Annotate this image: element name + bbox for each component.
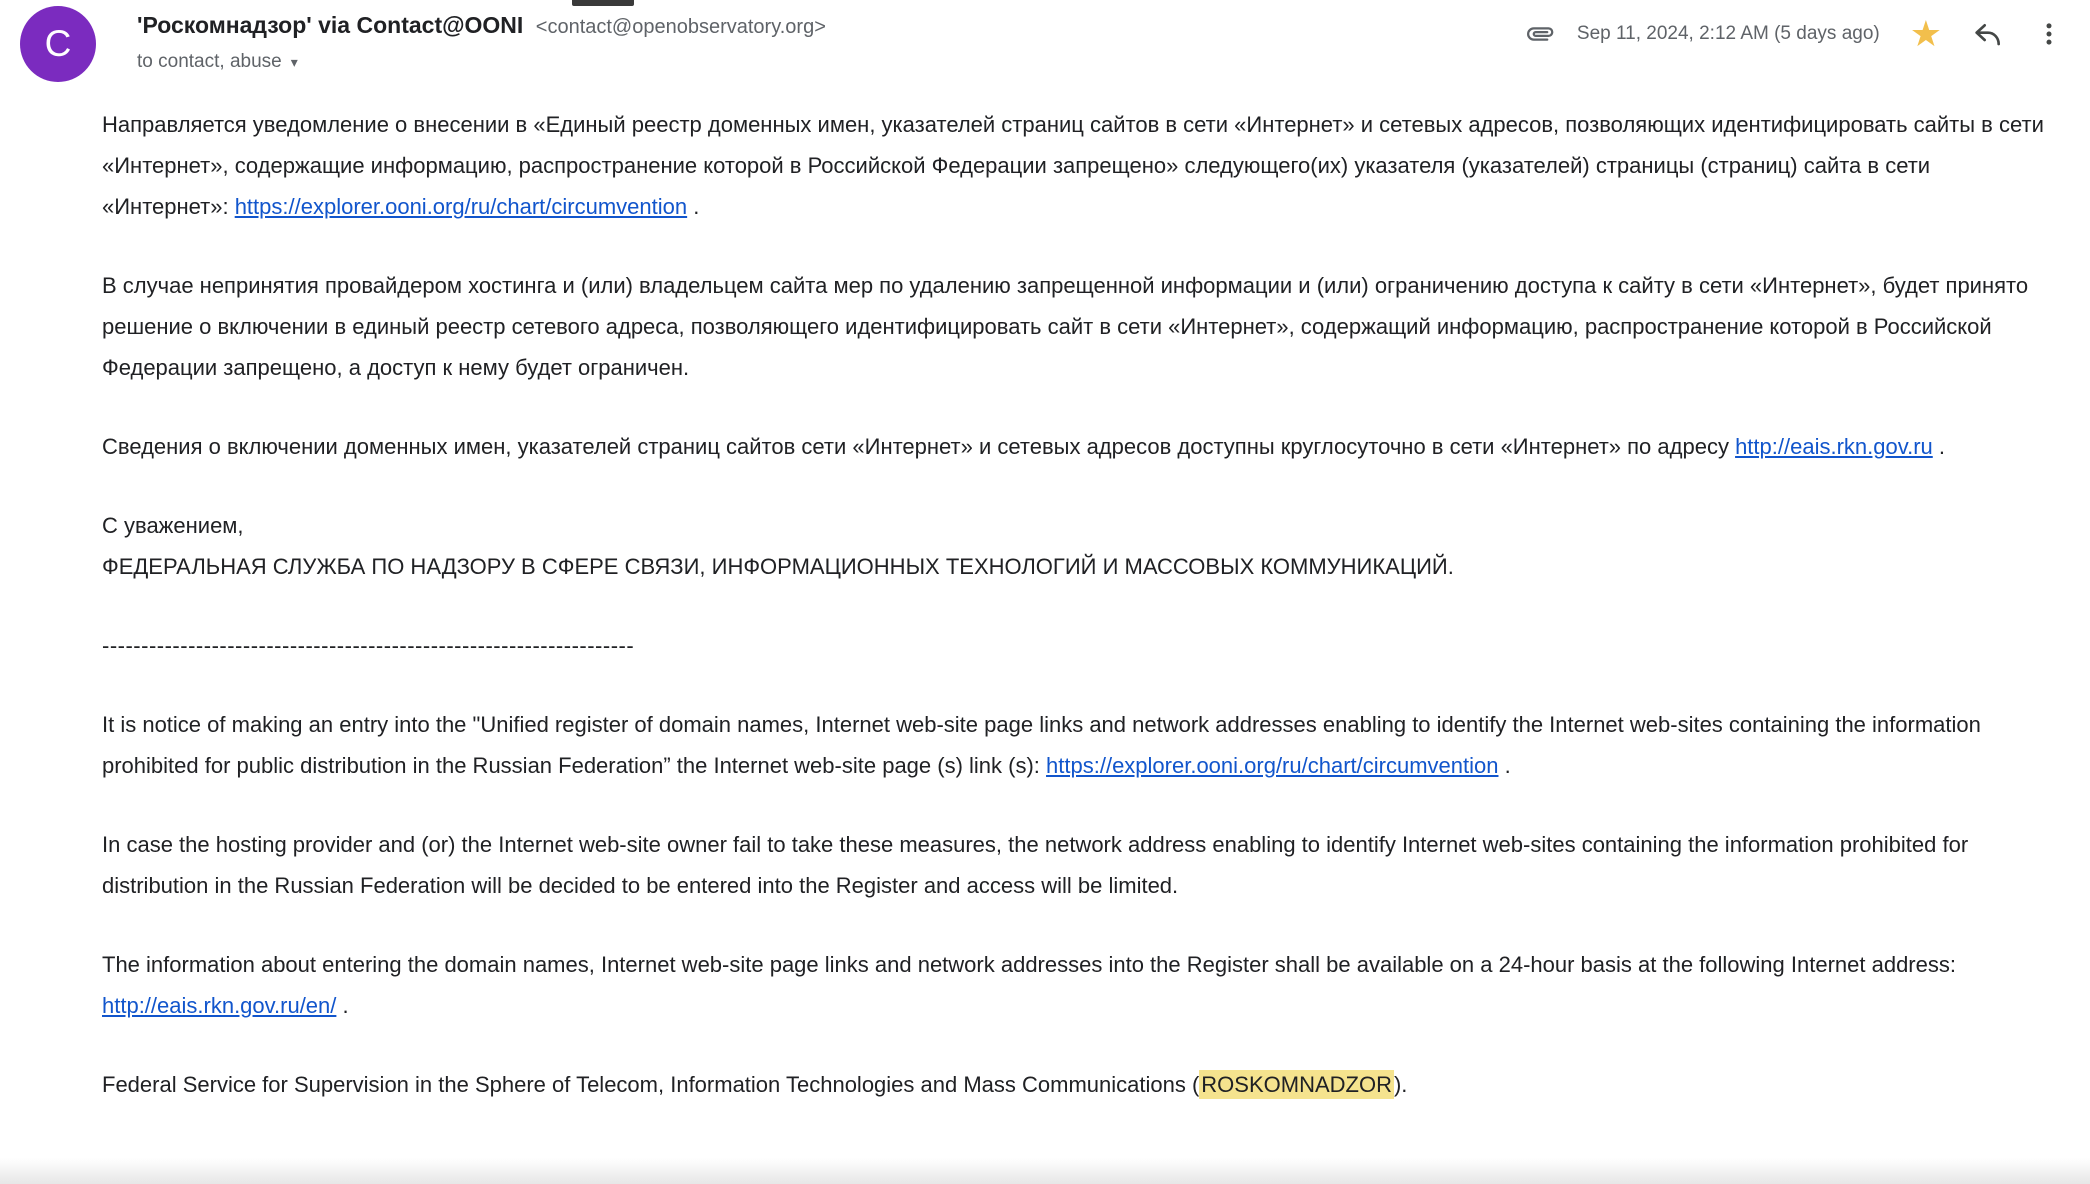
- link-ooni-chart-en[interactable]: https://explorer.ooni.org/ru/chart/circumvention: [1046, 753, 1499, 778]
- attachment-icon: [1525, 19, 1555, 49]
- recipients-label: to contact, abuse: [137, 51, 282, 72]
- en-register-after: .: [336, 993, 349, 1018]
- email-header: [0, 0, 2090, 82]
- paragraph-ru-consequences: В случае непринятия провайдером хостинга и (или) владельцем сайта мер по удалению запрещенной информации и (или) ограничению доступа к сайту в сети «Интернет», будет принято решение о включении в единый реестр сетевого адреса, позволяющего идентифицировать сайт в сети «Интернет», содержащий информацию, распространение которой в Российской Федерации запрещено, а доступ к нему будет ограничен.: [102, 273, 2029, 380]
- signature-en: [102, 1064, 2058, 1105]
- header-main: [137, 12, 1525, 73]
- link-eais-ru[interactable]: http://eais.rkn.gov.ru: [1735, 434, 1933, 459]
- top-edge-artifact: [572, 0, 634, 6]
- link-eais-en[interactable]: http://eais.rkn.gov.ru/en/: [102, 993, 337, 1018]
- bottom-scroll-fade: [0, 1158, 2090, 1184]
- email-body: [0, 104, 2090, 1105]
- star-icon[interactable]: ★: [1909, 13, 1942, 54]
- en-notice-text: It is notice of making an entry into the "Unified register of domain names, Internet web-site page links and network addresses enabling to identify the Internet web-sites containing the information prohibited for public distribution in the Russian Federation” the Internet web-site page (s) link (s):: [102, 712, 1981, 778]
- avatar-letter: C: [44, 23, 72, 64]
- signature-ru: [102, 505, 2058, 587]
- paragraph-en-register-info: [102, 944, 2058, 1026]
- sender-email: <contact@openobservatory.org>: [535, 16, 826, 38]
- divider-dashes: --------------------------------------------------------------------: [102, 633, 635, 658]
- reply-icon[interactable]: [1972, 18, 2004, 50]
- en-register-text: The information about entering the domain names, Internet web-site page links and network addresses into the Register shall be available on a 24-hour basis at the following Internet address:: [102, 952, 1956, 977]
- ru-notice-text: Направляется уведомление о внесении в «Единый реестр доменных имен, указателей страниц сайтов в сети «Интернет» и сетевых адресов, позволяющих идентифицировать сайты в сети «Интернет», содержащие информацию, распространение которой в Российской Федерации запрещено» следующего(их) указателя (указателей) страницы (страниц) сайта в сети «Интернет»:: [102, 112, 2044, 219]
- en-signature-after: ).: [1393, 1072, 1408, 1097]
- paragraph-en-consequences: In case the hosting provider and (or) the Internet web-site owner fail to take these measures, the network address enabling to identify Internet web-sites containing the information prohibited for distribution in the Russian Federation will be decided to be entered into the Register and access will be limited.: [102, 832, 1969, 898]
- paragraph-ru-register-info: [102, 426, 2058, 467]
- header-actions: [1525, 13, 2064, 54]
- sender-line: [137, 12, 1525, 39]
- email-date: Sep 11, 2024, 2:12 AM (5 days ago): [1576, 23, 1880, 44]
- link-ooni-chart-ru[interactable]: https://explorer.ooni.org/ru/chart/circumvention: [234, 194, 688, 219]
- en-notice-after: .: [1498, 753, 1511, 778]
- paragraph-ru-notice: [102, 104, 2058, 227]
- recipients-toggle[interactable]: [137, 51, 298, 73]
- en-signature-before: Federal Service for Supervision in the Sphere of Telecom, Information Technologies and Mass Communications (: [102, 1072, 1200, 1097]
- sender-name: 'Роскомнадзор' via Contact@OONI: [137, 12, 524, 38]
- ru-signature: ФЕДЕРАЛЬНАЯ СЛУЖБА ПО НАДЗОРУ В СФЕРЕ СВЯЗИ, ИНФОРМАЦИОННЫХ ТЕХНОЛОГИЙ И МАССОВЫХ КОММУНИКАЦИЙ.: [102, 554, 1454, 579]
- ru-notice-after: .: [687, 194, 700, 219]
- more-options-icon[interactable]: [2034, 19, 2064, 49]
- ru-signoff: С уважением,: [102, 513, 244, 538]
- chevron-down-icon: ▾: [290, 53, 298, 70]
- paragraph-en-notice: [102, 704, 2058, 786]
- avatar[interactable]: [20, 6, 96, 82]
- search-highlight: ROSKOMNADZOR: [1201, 1072, 1392, 1097]
- ru-register-after: .: [1932, 434, 1945, 459]
- ru-register-text: Сведения о включении доменных имен, указателей страниц сайтов сети «Интернет» и сетевых адресов доступны круглосуточно в сети «Интернет» по адресу: [102, 434, 1736, 459]
